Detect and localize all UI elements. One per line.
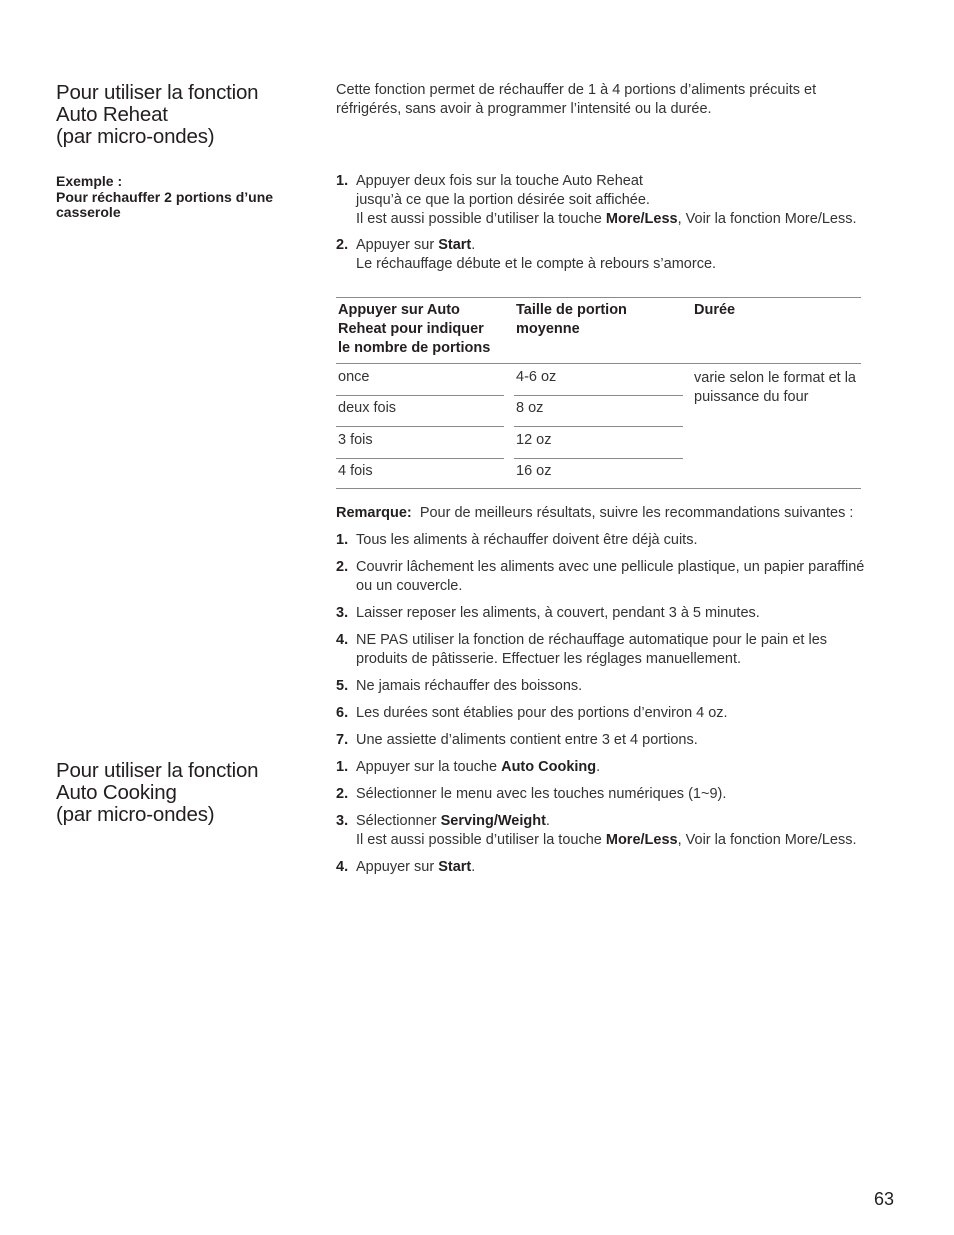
step-line xyxy=(356,236,716,255)
key-name: Start xyxy=(438,237,472,253)
table-cell-size: 4-6 oz xyxy=(516,369,557,385)
table-cell-size: 8 oz xyxy=(516,400,544,416)
row-rule xyxy=(514,395,683,396)
step-1 xyxy=(356,172,857,229)
table-header-rule xyxy=(336,363,861,364)
header-line: moyenne xyxy=(516,321,580,337)
header-line: Taille de portion xyxy=(516,302,627,318)
note-line: ou un couvercle. xyxy=(356,578,463,594)
note-label: Remarque: xyxy=(336,505,412,521)
cook-step xyxy=(356,858,475,877)
header-line: Appuyer sur Auto xyxy=(338,302,460,318)
note-number: 2. xyxy=(336,559,349,575)
key-name: Start xyxy=(438,859,472,875)
note-text: Pour de meilleurs résultats, suivre les recommandations suivantes : xyxy=(419,505,854,521)
step-number: 1. xyxy=(336,759,349,775)
example-label xyxy=(56,174,273,221)
heading-line: Auto Reheat xyxy=(56,103,168,126)
step-number: 2. xyxy=(336,237,349,253)
table-cell-presses: deux fois xyxy=(338,400,397,416)
heading-line: (par micro-ondes) xyxy=(56,125,215,148)
note-line: Une assiette d’aliments contient entre 3 et 4 portions. xyxy=(356,732,698,748)
text-span: . xyxy=(471,859,476,875)
table-cell-presses: 4 fois xyxy=(338,463,373,479)
row-rule xyxy=(514,426,683,427)
step-line xyxy=(356,831,857,850)
row-rule xyxy=(336,395,504,396)
step-number: 4. xyxy=(336,859,349,875)
intro-line: Cette fonction permet de réchauffer de 1 à 4 portions d’aliments précuits et xyxy=(336,82,817,98)
step-2 xyxy=(356,236,716,274)
text-span: , Voir la fonction More/Less. xyxy=(677,832,857,848)
note-item xyxy=(356,731,698,750)
example-line: Pour réchauffer 2 portions d’une xyxy=(56,188,274,205)
intro-line: réfrigérés, sans avoir à programmer l’intensité ou la durée. xyxy=(336,101,712,117)
step-line xyxy=(356,812,857,831)
step-number: 1. xyxy=(336,173,349,189)
cook-step xyxy=(356,812,857,850)
table-header-duration xyxy=(694,301,735,320)
key-name: Auto Cooking xyxy=(501,759,597,775)
step-number: 2. xyxy=(336,786,349,802)
text-span: . xyxy=(545,813,550,829)
step-number: 3. xyxy=(336,813,349,829)
example-line: casserole xyxy=(56,204,121,220)
note-item xyxy=(356,704,728,723)
key-name: Serving/Weight xyxy=(440,813,546,829)
header-line: Durée xyxy=(694,302,736,318)
section-heading-auto-reheat xyxy=(56,82,258,148)
table-header-presses xyxy=(338,301,490,358)
header-line: le nombre de portions xyxy=(338,340,491,356)
duration-line: varie selon le format et la xyxy=(694,370,856,386)
cook-step xyxy=(356,785,726,804)
row-rule xyxy=(336,426,504,427)
header-line: Reheat pour indiquer xyxy=(338,321,484,337)
note-line: Laisser reposer les aliments, à couvert, pendant 3 à 5 minutes. xyxy=(356,605,760,621)
note-number: 4. xyxy=(336,632,349,648)
table-bottom-rule xyxy=(336,488,861,489)
section-heading-auto-cooking xyxy=(56,760,258,826)
text-span: Appuyer sur xyxy=(356,859,439,875)
table-cell-presses: 3 fois xyxy=(338,432,373,448)
note-intro xyxy=(336,504,853,523)
text-span: Appuyer sur la touche xyxy=(356,759,502,775)
note-number: 3. xyxy=(336,605,349,621)
note-number: 5. xyxy=(336,678,349,694)
key-name: More/Less xyxy=(605,832,678,848)
step-line: Appuyer deux fois sur la touche Auto Reheat xyxy=(356,173,643,189)
cook-step xyxy=(356,758,600,777)
text-span: Il est aussi possible d’utiliser la touche xyxy=(356,832,606,848)
text-span: . xyxy=(471,237,476,253)
table-cell-duration xyxy=(694,369,856,407)
note-item xyxy=(356,677,582,696)
note-item xyxy=(356,558,864,596)
row-rule xyxy=(514,458,683,459)
page-number: 63 xyxy=(874,1189,895,1209)
note-line: Ne jamais réchauffer des boissons. xyxy=(356,678,583,694)
table-header-size xyxy=(516,301,627,339)
step-line xyxy=(356,210,857,229)
duration-line: puissance du four xyxy=(694,389,809,405)
step-line: Le réchauffage débute et le compte à rebours s’amorce. xyxy=(356,256,717,272)
note-item xyxy=(356,604,760,623)
note-item xyxy=(356,531,697,550)
key-name: More/Less xyxy=(605,211,678,227)
note-number: 7. xyxy=(336,732,349,748)
note-line: Couvrir lâchement les aliments avec une pellicule plastique, un papier paraffiné xyxy=(356,559,865,575)
text-span: . xyxy=(596,759,601,775)
note-line: NE PAS utiliser la fonction de réchauffage automatique pour le pain et les xyxy=(356,632,828,648)
intro-paragraph xyxy=(336,81,816,119)
text-span: Il est aussi possible d’utiliser la touche xyxy=(356,211,606,227)
text-span: Appuyer sur xyxy=(356,237,439,253)
table-cell-size: 12 oz xyxy=(516,432,552,448)
heading-line: (par micro-ondes) xyxy=(56,803,215,826)
note-line: Les durées sont établies pour des portions d’environ 4 oz. xyxy=(356,705,728,721)
table-cell-presses: once xyxy=(338,369,370,385)
text-span: Sélectionner le menu avec les touches numériques (1~9). xyxy=(356,786,727,802)
table-top-rule xyxy=(336,297,861,298)
heading-line: Pour utiliser la fonction xyxy=(56,759,259,782)
note-line: produits de pâtisserie. Effectuer les réglages manuellement. xyxy=(356,651,742,667)
row-rule xyxy=(336,458,504,459)
heading-line: Pour utiliser la fonction xyxy=(56,81,259,104)
note-number: 6. xyxy=(336,705,349,721)
text-span: , Voir la fonction More/Less. xyxy=(677,211,857,227)
note-number: 1. xyxy=(336,532,349,548)
step-line: jusqu’à ce que la portion désirée soit affichée. xyxy=(356,192,650,208)
example-line: Exemple : xyxy=(56,173,123,189)
table-cell-size: 16 oz xyxy=(516,463,552,479)
heading-line: Auto Cooking xyxy=(56,781,177,804)
note-item xyxy=(356,631,827,669)
text-span: Sélectionner xyxy=(356,813,441,829)
note-line: Tous les aliments à réchauffer doivent être déjà cuits. xyxy=(356,532,698,548)
